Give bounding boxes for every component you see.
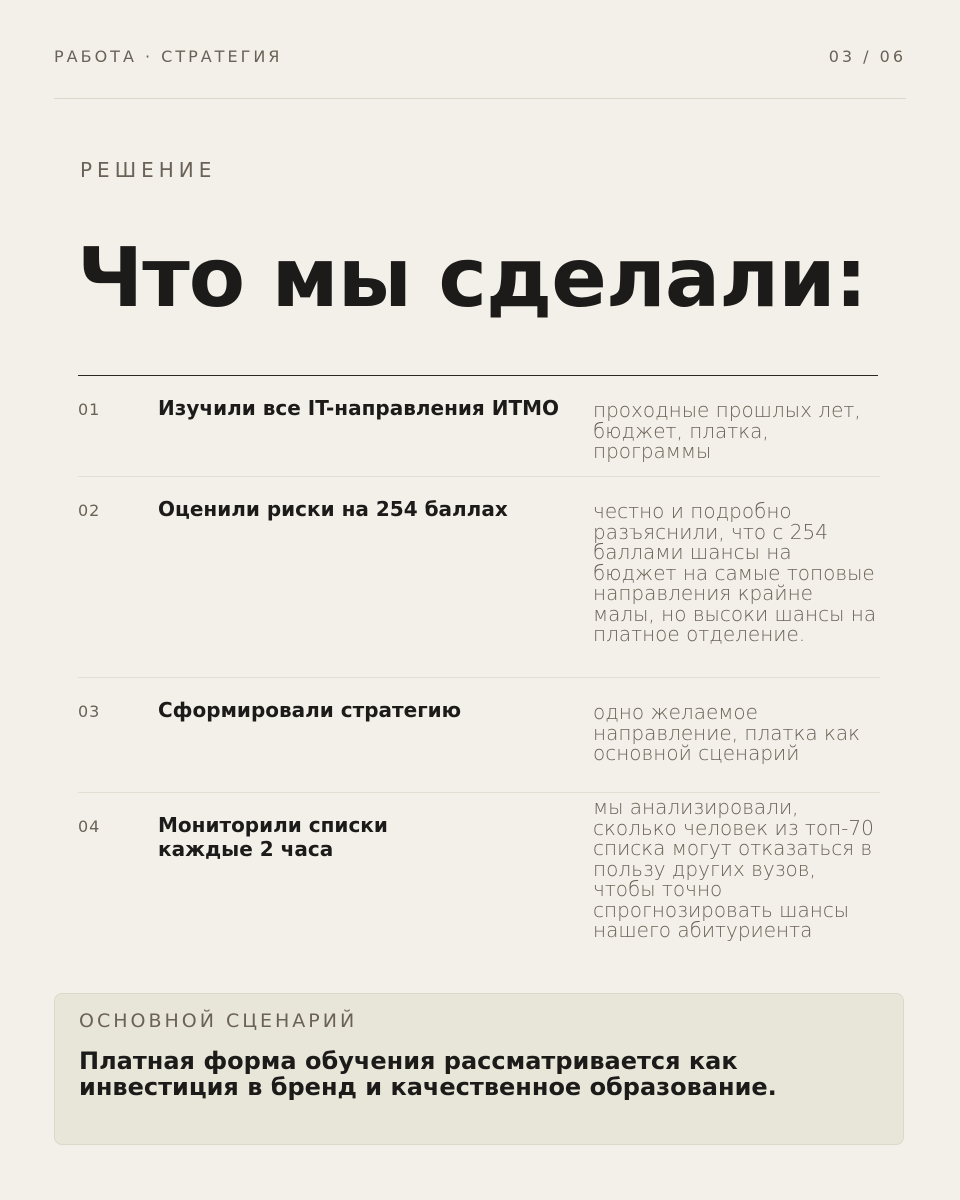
step-title: Оценили риски на 254 баллах [158, 497, 508, 521]
step-title: Мониторили списки каждые 2 часа [158, 813, 388, 861]
step-row-02 [78, 477, 880, 678]
callout-label: ОСНОВНОЙ СЦЕНАРИЙ [79, 1010, 358, 1032]
callout-text: Платная форма обучения рассматривается как инвестиция в бренд и качественное образование. [79, 1047, 777, 1101]
step-description: мы анализировали, сколько человек из топ-70 списка могут отказаться в пользу других вузов, чтобы точно спрогнозировать шансы нашего абитуриента [593, 795, 874, 942]
eyebrow-label: РЕШЕНИЕ [80, 158, 217, 182]
step-number: 04 [78, 817, 101, 836]
steps-list [78, 376, 880, 983]
step-number: 02 [78, 501, 101, 520]
section-label: РАБОТА · СТРАТЕГИЯ [54, 47, 283, 66]
main-scenario-callout [54, 993, 904, 1145]
step-row-01 [78, 376, 880, 477]
step-row-04 [78, 793, 880, 983]
page-header [54, 44, 906, 99]
step-number: 01 [78, 400, 101, 419]
step-description: честно и подробно разъяснили, что с 254 баллами шансы на бюджет на самые топовые направления крайне малы, но высоки шансы на платное отделение. [593, 499, 877, 646]
step-title: Сформировали стратегию [158, 698, 462, 722]
step-description: проходные прошлых лет, бюджет, платка, программы [593, 398, 861, 463]
step-number: 03 [78, 702, 101, 721]
page-title: Что мы сделали: [77, 231, 867, 326]
step-row-03 [78, 678, 880, 793]
step-description: одно желаемое направление, платка как основной сценарий [593, 700, 861, 765]
step-title: Изучили все IT-направления ИТМО [158, 396, 559, 420]
page-counter: 03 / 06 [828, 47, 906, 66]
